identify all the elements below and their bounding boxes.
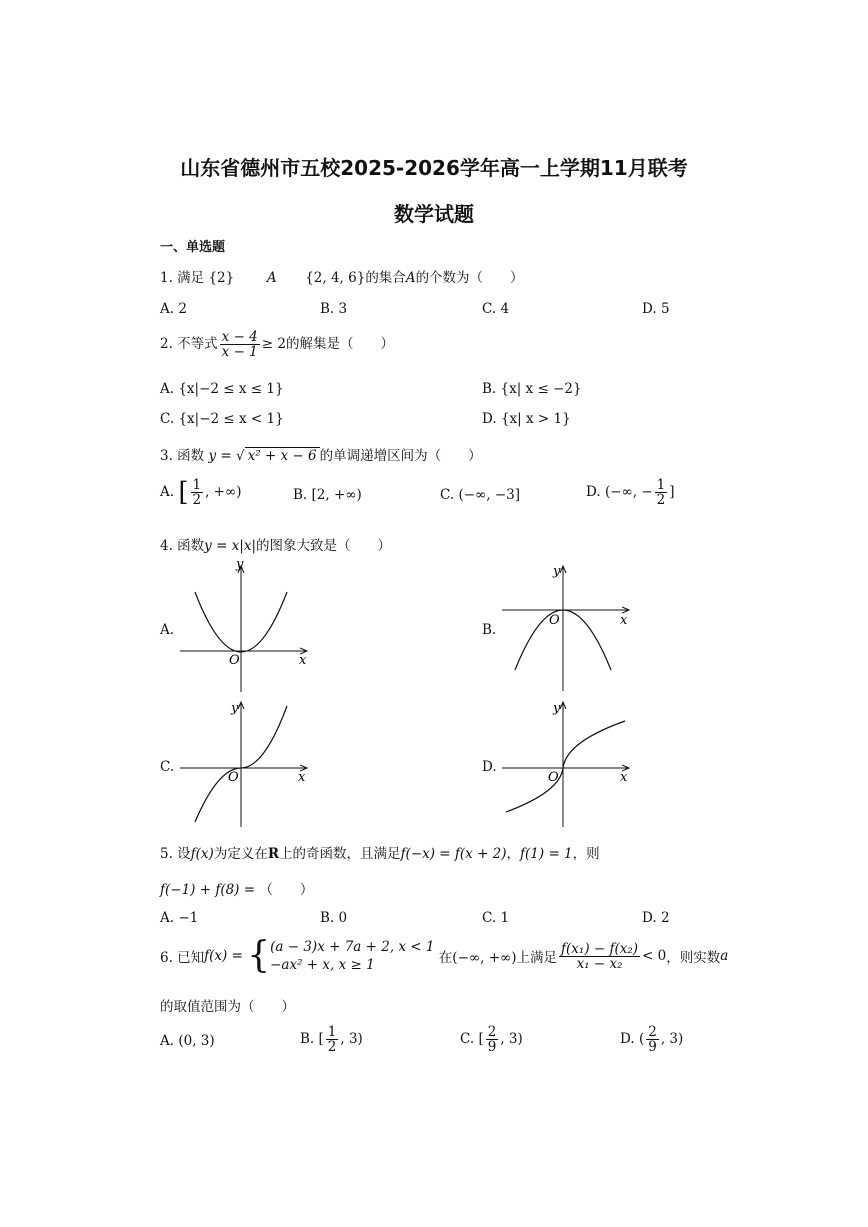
q3-tail: 的单调递增区间为（ ） [319, 448, 482, 464]
q4-option-d[interactable]: D. [482, 759, 497, 775]
graph-b-x-label: x [620, 613, 628, 628]
graph-c-x-label: x [298, 770, 306, 785]
q2-tail: 的解集是（ ） [285, 336, 394, 353]
question-5-line1: 5. 设f(x)为定义在R上的奇函数，且满足f(−x) = f(x + 2)，f(1) = 1，则 [160, 846, 600, 862]
question-6-line1: 6. 已知f(x) = { (a − 3)x + 7a + 2, x < 1 −ax² + x, x ≥ 1 在(−∞, +∞)上满足 $\frac{\text{f(x₁) − f(x₂)}}{\text{x₁ − x₂}}$ < 0，则实数a [160, 935, 729, 977]
q2-fraction: $\frac{x - 4}{x - 1}$ [221, 329, 258, 361]
q4-option-b[interactable]: B. [482, 622, 497, 638]
q2-option-c[interactable]: C. {x|−2 ≤ x < 1} [160, 411, 284, 427]
q1-set2: {2, 4, 6} [305, 270, 366, 286]
q4-tail: 的图象大致是（ ） [256, 538, 392, 554]
graph-a-origin: O [229, 653, 240, 668]
q1-suffix: 的集合 [365, 270, 406, 286]
q1-option-a[interactable]: A. 2 [160, 301, 187, 317]
q1-prefix: 1. 满足 [160, 270, 205, 286]
graph-a [180, 557, 307, 692]
q2-prefix: 2. 不等式 [160, 336, 218, 353]
graph-d [502, 701, 628, 827]
graph-a-y-label: y [236, 557, 244, 572]
q5-option-a[interactable]: A. −1 [160, 910, 199, 926]
q2-ineq: ≥ 2 [261, 336, 286, 353]
question-5-line2: f(−1) + f(8) = （ ） [160, 882, 314, 898]
q1-set1: {2} [208, 270, 235, 286]
q4-prefix: 4. 函数 [160, 538, 205, 554]
q3-option-a[interactable]: A. [ $\frac{1}{2}$ , +∞) [160, 477, 242, 509]
q6-option-d[interactable]: D. ( $\frac{2}{9}$ , 3) [620, 1024, 684, 1056]
q3-option-c[interactable]: C. (−∞, −3] [440, 487, 521, 503]
q3-radicand: x² + x − 6 [245, 447, 320, 464]
q2-option-d[interactable]: D. {x| x > 1} [482, 411, 571, 427]
page-title: 山东省德州市五校2025-2026学年高一上学期11月联考 [180, 156, 688, 180]
q5-option-c[interactable]: C. 1 [482, 910, 510, 926]
graph-d-curve [506, 721, 625, 812]
q4-option-a[interactable]: A. [160, 622, 175, 638]
q3-option-d[interactable]: D. (−∞, − $\frac{1}{2}$ ] [586, 477, 675, 509]
section-heading: 一、单选题 [160, 240, 226, 255]
graph-a-x-label: x [299, 653, 307, 668]
q1-tail: 的个数为（ ） [415, 270, 524, 286]
q1-var: A [405, 270, 416, 286]
graph-c [180, 701, 306, 827]
q4-option-c[interactable]: C. [160, 759, 175, 775]
q3-lhs: y = [208, 448, 232, 464]
q6-option-b[interactable]: B. [ $\frac{1}{2}$ , 3) [300, 1024, 363, 1056]
q6-option-a[interactable]: A. (0, 3) [160, 1033, 215, 1049]
graph-b [502, 564, 628, 691]
q4-expr: y = x|x| [204, 538, 257, 554]
q6-piecewise: { (a − 3)x + 7a + 2, x < 1 −ax² + x, x ≥ 1 [247, 935, 435, 977]
q2-option-b[interactable]: B. {x| x ≤ −2} [482, 381, 582, 397]
q6-fraction: $\frac{\text{f(x₁) − f(x₂)}}{\text{x₁ − x₂}}$ [561, 940, 639, 972]
question-6-line2: 的取值范围为（ ） [160, 999, 295, 1015]
q6-option-c[interactable]: C. [ $\frac{2}{9}$ , 3) [460, 1024, 523, 1056]
graph-d-y-label: y [553, 701, 561, 716]
page-subtitle: 数学试题 [394, 202, 474, 226]
question-3: 3. 函数 y = √ x² + x − 6 的单调递增区间为（ ） [160, 448, 482, 464]
q5-option-d[interactable]: D. 2 [642, 910, 670, 926]
q1-option-d[interactable]: D. 5 [642, 301, 670, 317]
q5-option-b[interactable]: B. 0 [320, 910, 348, 926]
q1-mid: A [266, 270, 277, 286]
q3-option-b[interactable]: B. [2, +∞) [293, 487, 362, 503]
graph-b-origin: O [549, 613, 560, 628]
q1-option-b[interactable]: B. 3 [320, 301, 348, 317]
q3-prefix: 3. 函数 [160, 448, 205, 464]
q2-option-a[interactable]: A. {x|−2 ≤ x ≤ 1} [160, 381, 284, 397]
graph-b-y-label: y [553, 564, 561, 579]
graph-d-origin: O [548, 770, 559, 785]
graph-c-origin: O [228, 770, 239, 785]
graph-c-y-label: y [231, 701, 239, 716]
graph-d-x-label: x [620, 770, 628, 785]
q1-option-c[interactable]: C. 4 [482, 301, 510, 317]
